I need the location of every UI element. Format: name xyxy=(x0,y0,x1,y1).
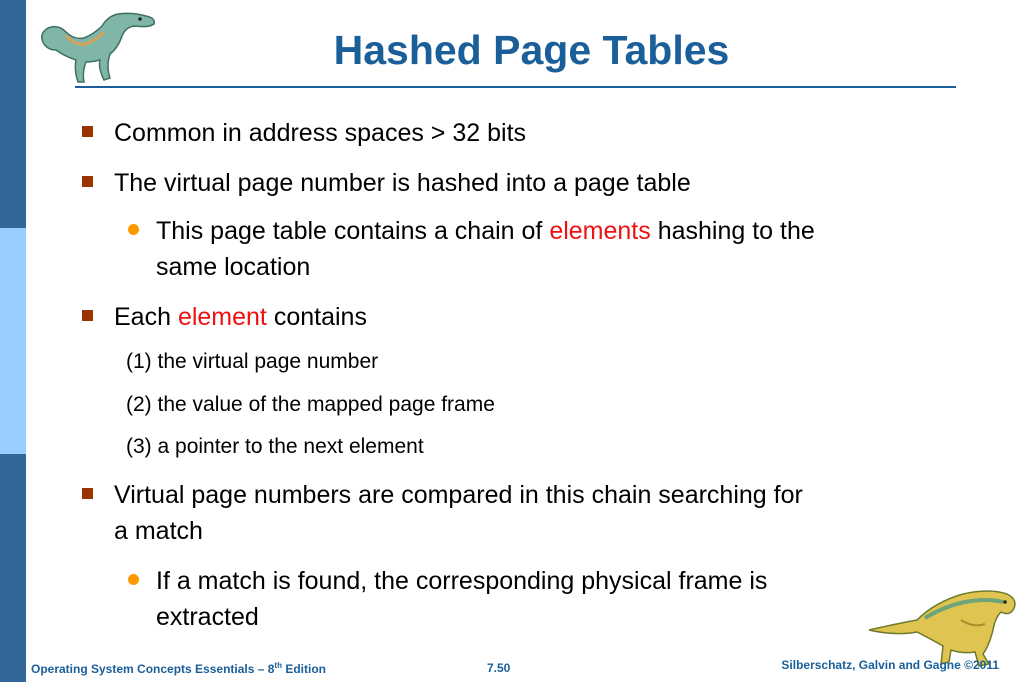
round-bullet-icon xyxy=(128,574,139,585)
list-item xyxy=(156,213,976,285)
text-segment: Virtual page numbers are compared in this chain searching for xyxy=(114,481,803,509)
square-bullet-icon xyxy=(82,126,93,137)
text-segment: Each xyxy=(114,303,178,331)
footer-text: Edition xyxy=(281,662,326,676)
list-item xyxy=(114,299,367,335)
text-segment: extracted xyxy=(156,603,259,631)
text-segment: If a match is found, the corresponding physical frame is xyxy=(156,567,768,595)
list-item: (2) the value of the mapped page frame xyxy=(126,393,495,416)
list-item: Common in address spaces > 32 bits xyxy=(114,119,527,147)
list-item: The virtual page number is hashed into a page table xyxy=(114,169,691,197)
highlighted-term: elements xyxy=(549,217,651,245)
footer-text: Operating System Concepts Essentials – 8 xyxy=(31,662,275,676)
square-bullet-icon xyxy=(82,176,93,187)
list-item xyxy=(156,563,916,635)
square-bullet-icon xyxy=(82,310,93,321)
round-bullet-icon xyxy=(128,224,139,235)
text-segment: This page table contains a chain of xyxy=(156,217,550,245)
highlighted-term: element xyxy=(177,303,267,331)
list-item: (1) the virtual page number xyxy=(126,350,379,373)
footer-superscript: th xyxy=(274,661,282,670)
footer xyxy=(0,650,1023,682)
footer-book-title xyxy=(31,661,326,676)
text-segment: hashing to the xyxy=(650,217,815,245)
footer-copyright: Silberschatz, Galvin and Gagne ©2011 xyxy=(781,658,999,672)
text-segment: same location xyxy=(156,253,311,281)
list-item: (3) a pointer to the next element xyxy=(126,435,424,458)
text-segment: a match xyxy=(114,517,203,545)
text-segment: contains xyxy=(266,303,367,331)
square-bullet-icon xyxy=(82,488,93,499)
slide-number: 7.50 xyxy=(487,661,511,675)
list-item xyxy=(114,477,994,549)
page-title: Hashed Page Tables xyxy=(333,27,730,73)
